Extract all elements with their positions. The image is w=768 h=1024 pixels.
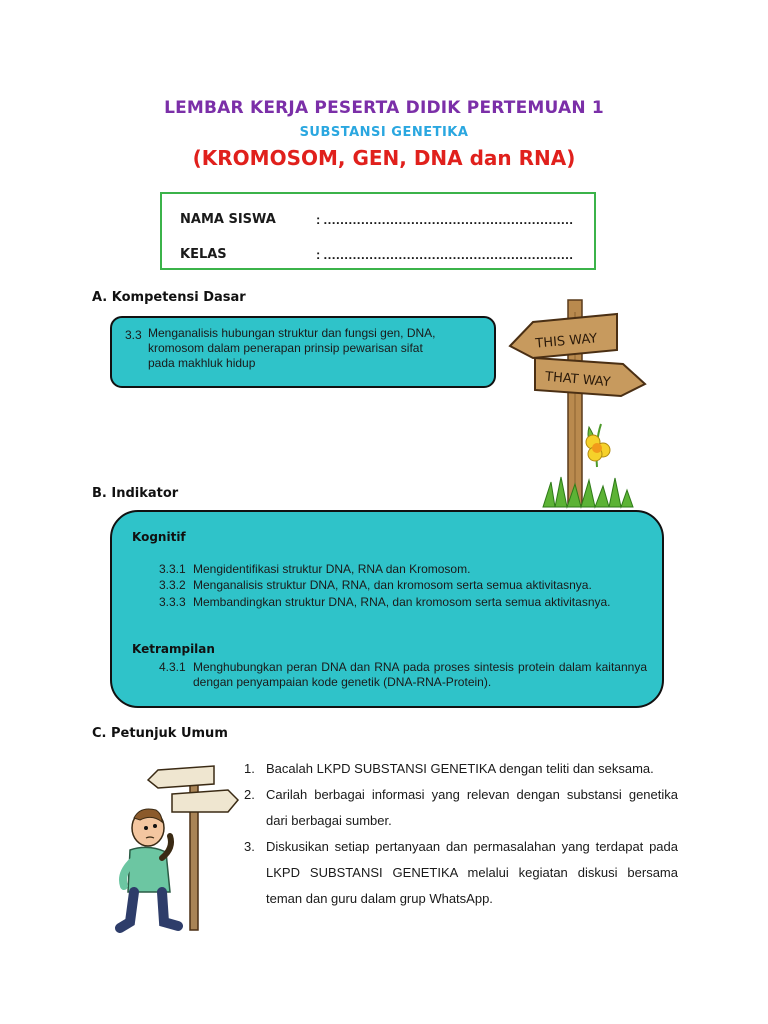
indicator-text: Mengidentifikasi struktur DNA, RNA dan Kromosom.: [193, 562, 471, 576]
confused-person-illustration: [100, 762, 240, 934]
indicator-text: Membandingkan struktur DNA, RNA, dan kromosom serta semua aktivitasnya.: [193, 595, 611, 609]
list-item: [244, 756, 678, 782]
name-label: NAMA SISWA: [180, 212, 276, 227]
general-instructions-list: [244, 756, 678, 912]
person-leg: [120, 892, 134, 928]
indicator-number: 3.3.2: [159, 578, 186, 592]
indicator-text: Menghubungkan peran DNA dan RNA pada proses sintesis protein dalam kaitannya dengan penyampaian kode genetik (DNA-RNA-Protein).: [193, 660, 647, 689]
class-field[interactable]: : ……………………………………………………: [316, 247, 573, 262]
indicator-number: 3.3.1: [159, 562, 186, 576]
section-c-heading: C. Petunjuk Umum: [92, 726, 228, 741]
list-item-number: 1.: [244, 761, 255, 776]
identity-box: [160, 192, 596, 270]
page-topic: (KROMOSOM, GEN, DNA dan RNA): [192, 146, 576, 170]
grass-icon: [543, 477, 633, 507]
section-b-heading: B. Indikator: [92, 486, 179, 501]
page-title: LEMBAR KERJA PESERTA DIDIK PERTEMUAN 1: [164, 98, 604, 118]
list-item-text: Bacalah LKPD SUBSTANSI GENETIKA dengan teliti dan seksama.: [266, 761, 654, 776]
list-item-text: Diskusikan setiap pertanyaan dan permasalahan yang terdapat pada LKPD SUBSTANSI GENETIKA melalui kegiatan diskusi bersama teman dan guru dalam grup WhatsApp.: [266, 839, 678, 906]
name-row: [180, 212, 314, 227]
person-leg: [162, 892, 178, 926]
flower-icon: [586, 435, 610, 461]
signpost-illustration: [505, 292, 655, 510]
name-field[interactable]: : ……………………………………………………: [316, 212, 573, 227]
list-item: [244, 782, 678, 834]
direction-sign-upper: [148, 766, 214, 788]
list-item-number: 3.: [244, 839, 255, 854]
indicator-text: Menganalisis struktur DNA, RNA, dan kromosom serta semua aktivitasnya.: [193, 578, 592, 592]
class-label: KELAS: [180, 247, 227, 262]
this-way-label: THIS WAY: [534, 331, 598, 352]
indicator-box: [110, 510, 664, 708]
competency-box: [110, 316, 496, 388]
section-a-heading: A. Kompetensi Dasar: [92, 290, 246, 305]
competency-number: 3.3: [125, 328, 142, 342]
that-way-label: THAT WAY: [544, 369, 612, 391]
direction-sign-lower: [172, 790, 238, 812]
list-item-number: 2.: [244, 787, 255, 802]
list-item-text: Carilah berbagai informasi yang relevan dengan substansi genetika dari berbagai sumber.: [266, 787, 678, 828]
skill-heading: Ketrampilan: [132, 642, 215, 656]
class-row: [180, 247, 314, 262]
competency-text: Menganalisis hubungan struktur dan fungsi gen, DNA, kromosom dalam penerapan prinsip pewarisan sifat pada makhluk hidup: [148, 326, 436, 370]
cognitive-heading: Kognitif: [132, 530, 186, 544]
indicator-number: 3.3.3: [159, 595, 186, 609]
list-item: [244, 834, 678, 912]
indicator-number: 4.3.1: [159, 660, 186, 674]
page-subtitle: SUBSTANSI GENETIKA: [299, 125, 469, 140]
